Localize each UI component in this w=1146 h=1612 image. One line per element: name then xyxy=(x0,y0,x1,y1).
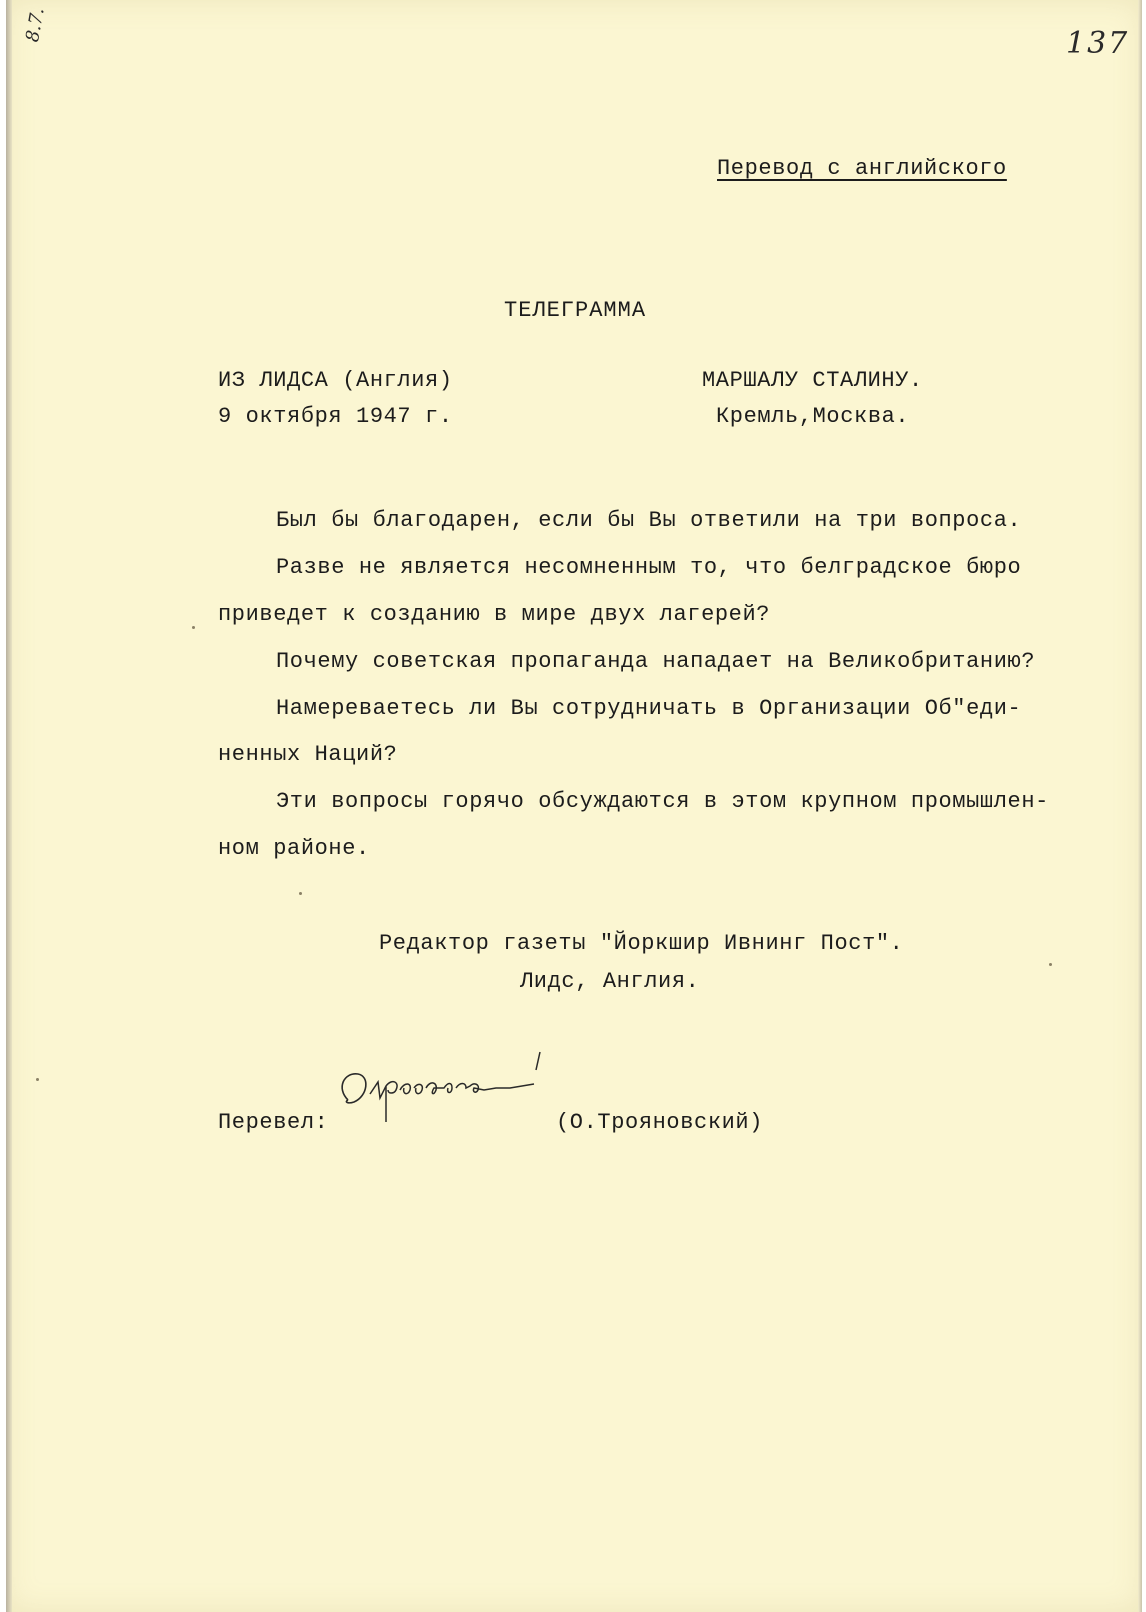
paper-speck xyxy=(1049,963,1052,966)
body-line-2: Разве не является несомненным то, что белградское бюро xyxy=(276,555,1022,580)
sender-line-1: ИЗ ЛИДСА (Англия) xyxy=(218,368,453,393)
recipient-line-1: МАРШАЛУ СТАЛИНУ. xyxy=(702,368,923,393)
signature-line-2: Лидс, Англия. xyxy=(520,969,700,994)
paper-speck xyxy=(299,892,302,895)
document-page xyxy=(6,0,1142,1612)
recipient-line-2: Кремль,Москва. xyxy=(716,404,910,429)
body-line-8: ном районе. xyxy=(218,836,370,861)
paper-speck xyxy=(36,1078,39,1081)
body-line-3: приведет к созданию в мире двух лагерей? xyxy=(218,602,771,627)
body-line-5: Намереваетесь ли Вы сотрудничать в Организации Об"еди- xyxy=(276,696,1022,721)
translator-label: Перевел: xyxy=(218,1110,329,1135)
document-type-title: ТЕЛЕГРАММА xyxy=(504,298,647,323)
paper-speck xyxy=(192,626,195,629)
body-line-7: Эти вопросы горячо обсуждаются в этом крупном промышлен- xyxy=(276,789,1049,814)
body-line-6: ненных Наций? xyxy=(218,742,398,767)
translation-note: Перевод с английского xyxy=(717,156,1007,181)
body-line-4: Почему советская пропаганда нападает на Великобританию? xyxy=(276,649,1036,674)
page-number: 137 xyxy=(1066,26,1130,61)
page-edge-right xyxy=(1138,0,1142,1612)
signature-line-1: Редактор газеты "Йоркшир Ивнинг Пост". xyxy=(379,931,904,956)
sender-line-2: 9 октября 1947 г. xyxy=(218,404,453,429)
translator-name: (О.Трояновский) xyxy=(556,1110,764,1135)
handwritten-signature xyxy=(334,1048,554,1128)
body-line-1: Был бы благодарен, если бы Вы ответили на три вопроса. xyxy=(276,508,1022,533)
margin-note-top-left: 8.7. xyxy=(22,6,49,44)
page-edge-left xyxy=(6,0,12,1612)
